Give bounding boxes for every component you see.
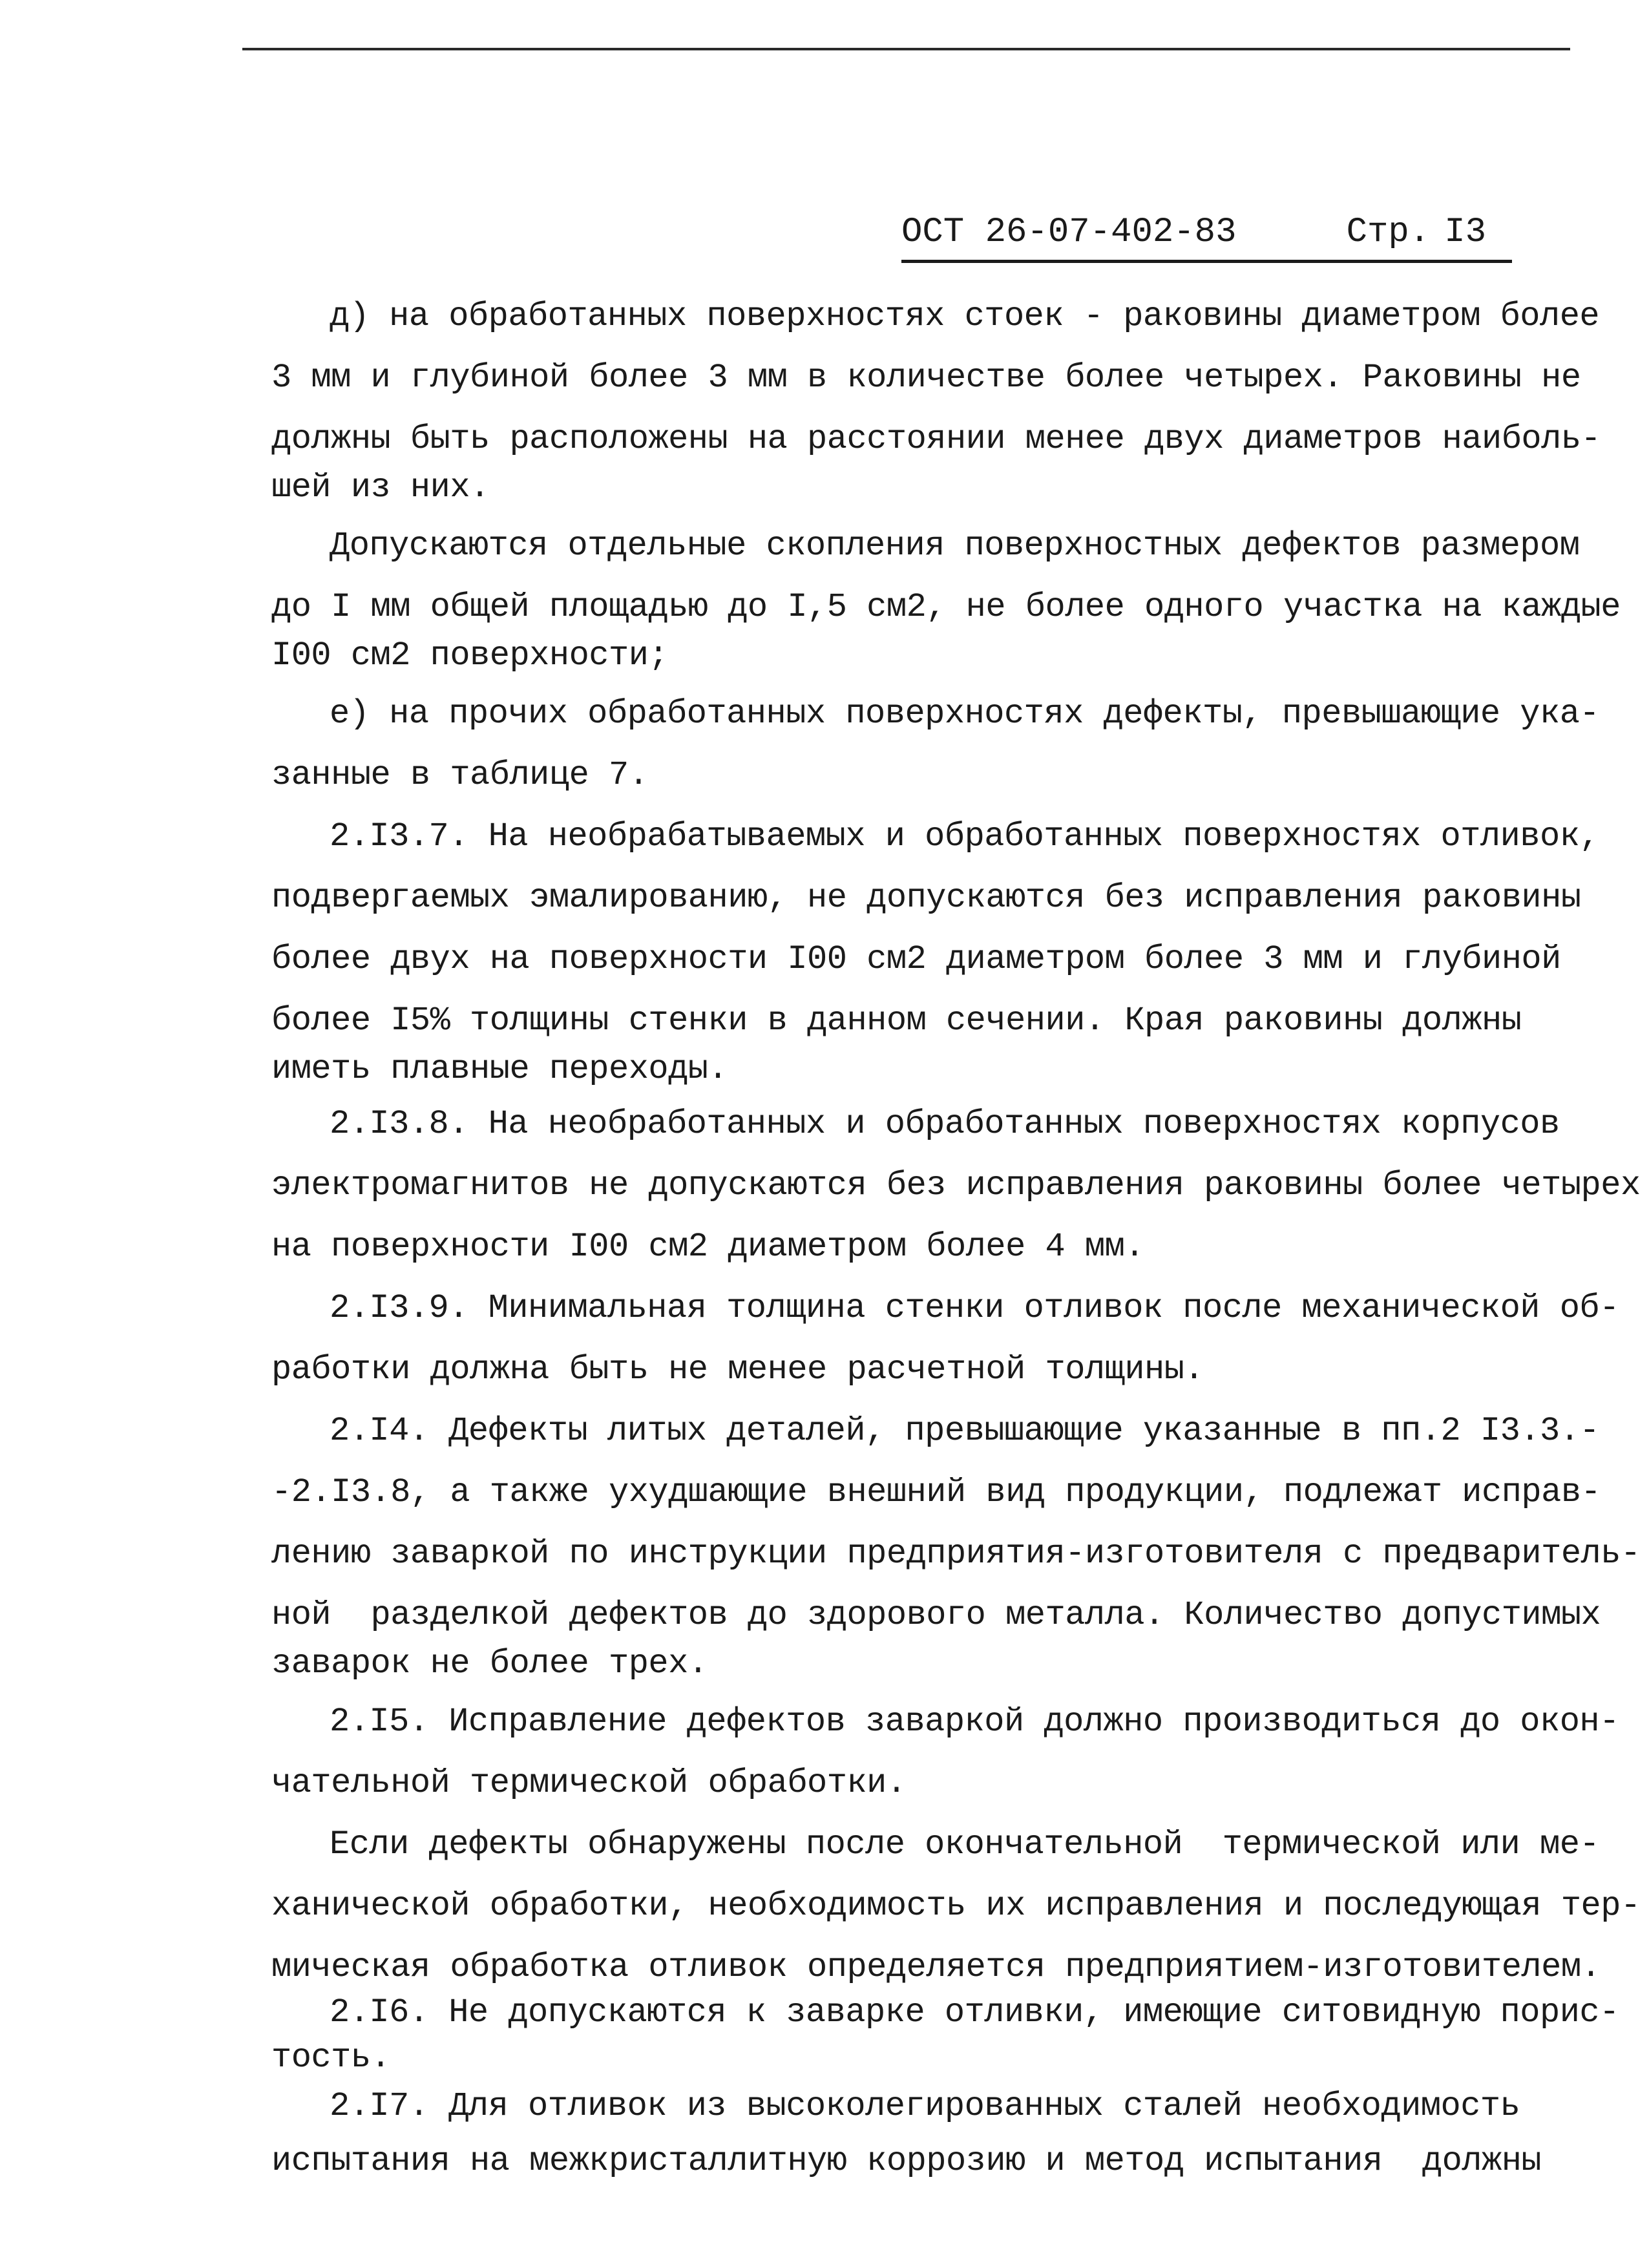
text-line: занные в таблице 7. [271,756,649,794]
text-line: заварок не более трех. [271,1644,708,1683]
text-line: шей из них. [271,468,490,507]
text-line: более I5% толщины стенки в данном сечении. Края раковины должны [271,1002,1522,1040]
page-prefix: Стр. [1346,213,1431,252]
page-number-label [1347,205,1486,260]
text-line: д) на обработанных поверхностях стоек - раковины диаметром более [330,297,1600,335]
document-code: ОСТ 26-07-402-83 [901,213,1237,252]
text-line: 2.I5. Исправление дефектов заваркой должно производиться до окон- [330,1703,1619,1741]
top-rule [242,48,1570,50]
text-line: -2.I3.8, а также ухудшающие внешний вид продукции, подлежат исправ- [271,1473,1601,1511]
text-line: Допускаются отдельные скопления поверхностных дефектов размером [330,527,1580,565]
text-line: е) на прочих обработанных поверхностях дефекты, превышающие ука- [330,695,1600,733]
text-line: должны быть расположены на расстоянии менее двух диаметров наиболь- [271,420,1601,458]
text-line: мическая обработка отливок определяется предприятием-изготовителем. [271,1948,1601,1986]
text-line: 2.I3.7. На необрабатываемых и обработанных поверхностях отливок, [330,817,1600,856]
text-line: ханической обработки, необходимость их исправления и последующая тер- [271,1887,1641,1925]
text-line: Если дефекты обнаружены после окончательной термической или ме- [330,1825,1600,1864]
text-line: до I мм общей площадью до I,5 см2, не более одного участка на каждые [271,588,1621,626]
text-line: 3 мм и глубиной более 3 мм в количестве более четырех. Раковины не [271,359,1581,397]
text-line: лению заваркой по инструкции предприятия-изготовителя с предваритель- [271,1535,1641,1573]
text-line: электромагнитов не допускаются без исправления раковины более четырех [271,1166,1641,1204]
text-line: подвергаемых эмалированию, не допускаются без исправления раковины [271,879,1581,917]
text-line: 2.I7. Для отливок из высоколегированных сталей необходимость [330,2087,1520,2125]
text-line: ной разделкой дефектов до здорового металла. Количество допустимых [271,1596,1601,1634]
page-number: I3 [1444,213,1486,252]
text-line: чательной термической обработки. [271,1764,907,1802]
text-line: 2.I3.9. Минимальная толщина стенки отливок после механической об- [330,1289,1619,1327]
page-header [901,205,1512,263]
text-line: на поверхности I00 см2 диаметром более 4 мм. [271,1228,1145,1266]
text-line: 2.I3.8. На необработанных и обработанных поверхностях корпусов [330,1105,1560,1143]
text-line: 2.I4. Дефекты литых деталей, превышающие указанные в пп.2 I3.3.- [330,1412,1600,1450]
text-line: 2.I6. Не допускаются к заварке отливки, имеющие ситовидную порис- [330,1993,1619,2032]
text-line: работки должна быть не менее расчетной толщины. [271,1350,1204,1389]
text-line: тость. [271,2039,391,2077]
text-line: I00 см2 поверхности; [271,636,669,675]
text-line: более двух на поверхности I00 см2 диаметром более 3 мм и глубиной [271,940,1561,978]
text-line: иметь плавные переходы. [271,1050,728,1088]
text-line: испытания на межкристаллитную коррозию и метод испытания должны [271,2142,1542,2180]
